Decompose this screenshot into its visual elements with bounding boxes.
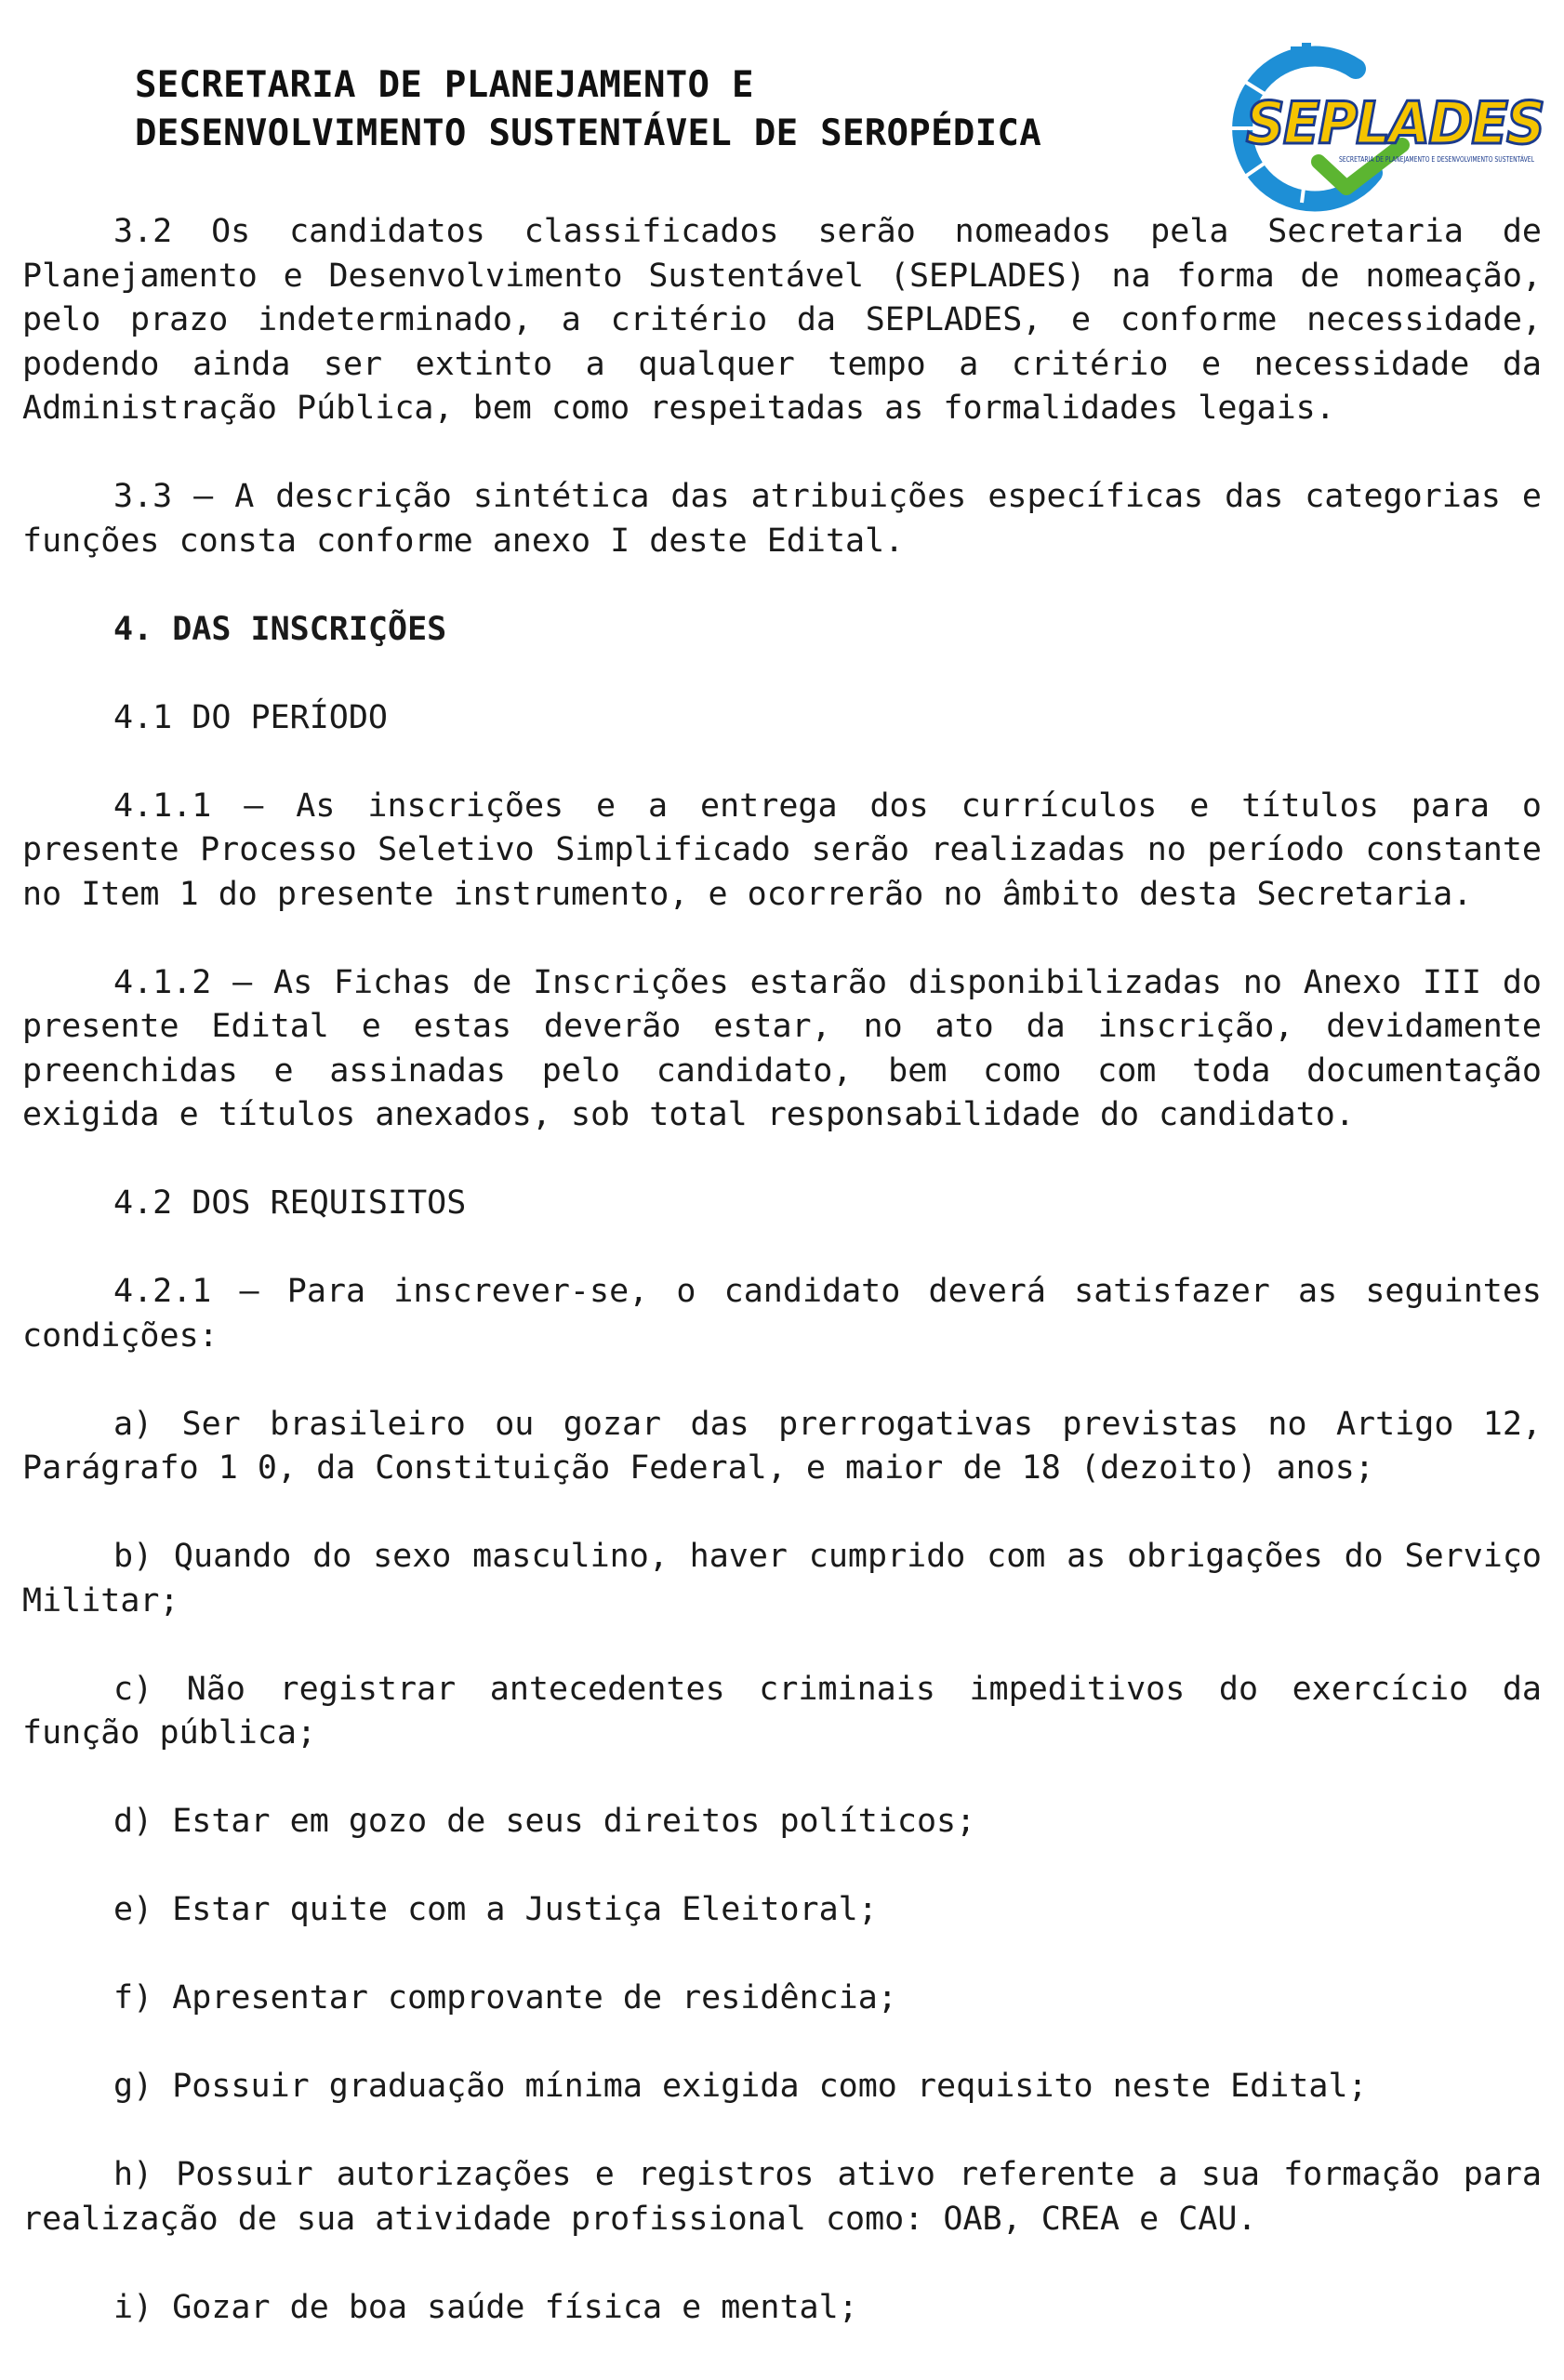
logo-wordmark: SEPLADES (1246, 89, 1544, 157)
requirement-item-c: c) Não registrar antecedentes criminais impeditivos do exercício da função pública; (22, 1670, 1542, 1752)
requirement-item-b: b) Quando do sexo masculino, haver cumprido com as obrigações do Serviço Militar; (22, 1538, 1542, 1620)
requirement-item-d: d) Estar em gozo de seus direitos políticos; (113, 1803, 976, 1840)
paragraph-4-2-1: 4.2.1 – Para inscrever-se, o candidato deverá satisfazer as seguintes condições: (22, 1273, 1542, 1355)
section-heading-4: 4. DAS INSCRIÇÕES (113, 610, 447, 648)
paragraph-3-3: 3.3 – A descrição sintética das atribuições específicas das categorias e funções consta conforme anexo I deste Edital. (22, 478, 1542, 560)
header-title-line-2: DESENVOLVIMENTO SUSTENTÁVEL DE SEROPÉDICA (135, 112, 1041, 154)
document-header (0, 0, 1564, 205)
seplades-logo (1216, 43, 1547, 206)
requirement-item-a: a) Ser brasileiro ou gozar das prerrogativas previstas no Artigo 12, Parágrafo 1 0, da Constituição Federal, e maior de 18 (dezoito) anos; (22, 1405, 1542, 1487)
requirement-item-e: e) Estar quite com a Justiça Eleitoral; (113, 1891, 878, 1928)
subsection-heading-4-1: 4.1 DO PERÍODO (113, 698, 389, 736)
requirement-item-f: f) Apresentar comprovante de residência; (113, 1979, 897, 2016)
header-title-line-1: SECRETARIA DE PLANEJAMENTO E (135, 64, 754, 106)
logo-subtext: SECRETARIA DE PLANEJAMENTO E DESENVOLVIMENTO SUSTENTÁVEL (1339, 155, 1535, 164)
subsection-heading-4-2: 4.2 DOS REQUISITOS (113, 1184, 467, 1222)
requirement-item-g: g) Possuir graduação mínima exigida como requisito neste Edital; (113, 2068, 1368, 2105)
paragraph-4-1-2: 4.1.2 – As Fichas de Inscrições estarão disponibilizadas no Anexo III do presente Edital e estas deverão estar, no ato da inscrição, devidamente preenchidas e assinadas pelo candidato, bem como com toda documentação exigida e títulos anexados, sob total responsabilidade do candidato. (22, 963, 1542, 1133)
requirement-item-h: h) Possuir autorizações e registros ativo referente a sua formação para realização de sua atividade profissional como: OAB, CREA e CAU. (22, 2156, 1542, 2238)
paragraph-3-2: 3.2 Os candidatos classificados serão nomeados pela Secretaria de Planejamento e Desenvolvimento Sustentável (SEPLADES) na forma de nomeação, pelo prazo indeterminado, a critério da SEPLADES, e conforme necessidade, podendo ainda ser extinto a qualquer tempo a critério e necessidade da Administração Pública, bem como respeitadas as formalidades legais. (22, 213, 1542, 427)
header-title (135, 61, 1041, 158)
requirement-item-i: i) Gozar de boa saúde física e mental; (113, 2288, 858, 2326)
document-body (22, 210, 1542, 2330)
paragraph-4-1-1: 4.1.1 – As inscrições e a entrega dos currículos e títulos para o presente Processo Seletivo Simplificado serão realizadas no período constante no Item 1 do presente instrumento, e ocorrerão no âmbito desta Secretaria. (22, 787, 1542, 913)
